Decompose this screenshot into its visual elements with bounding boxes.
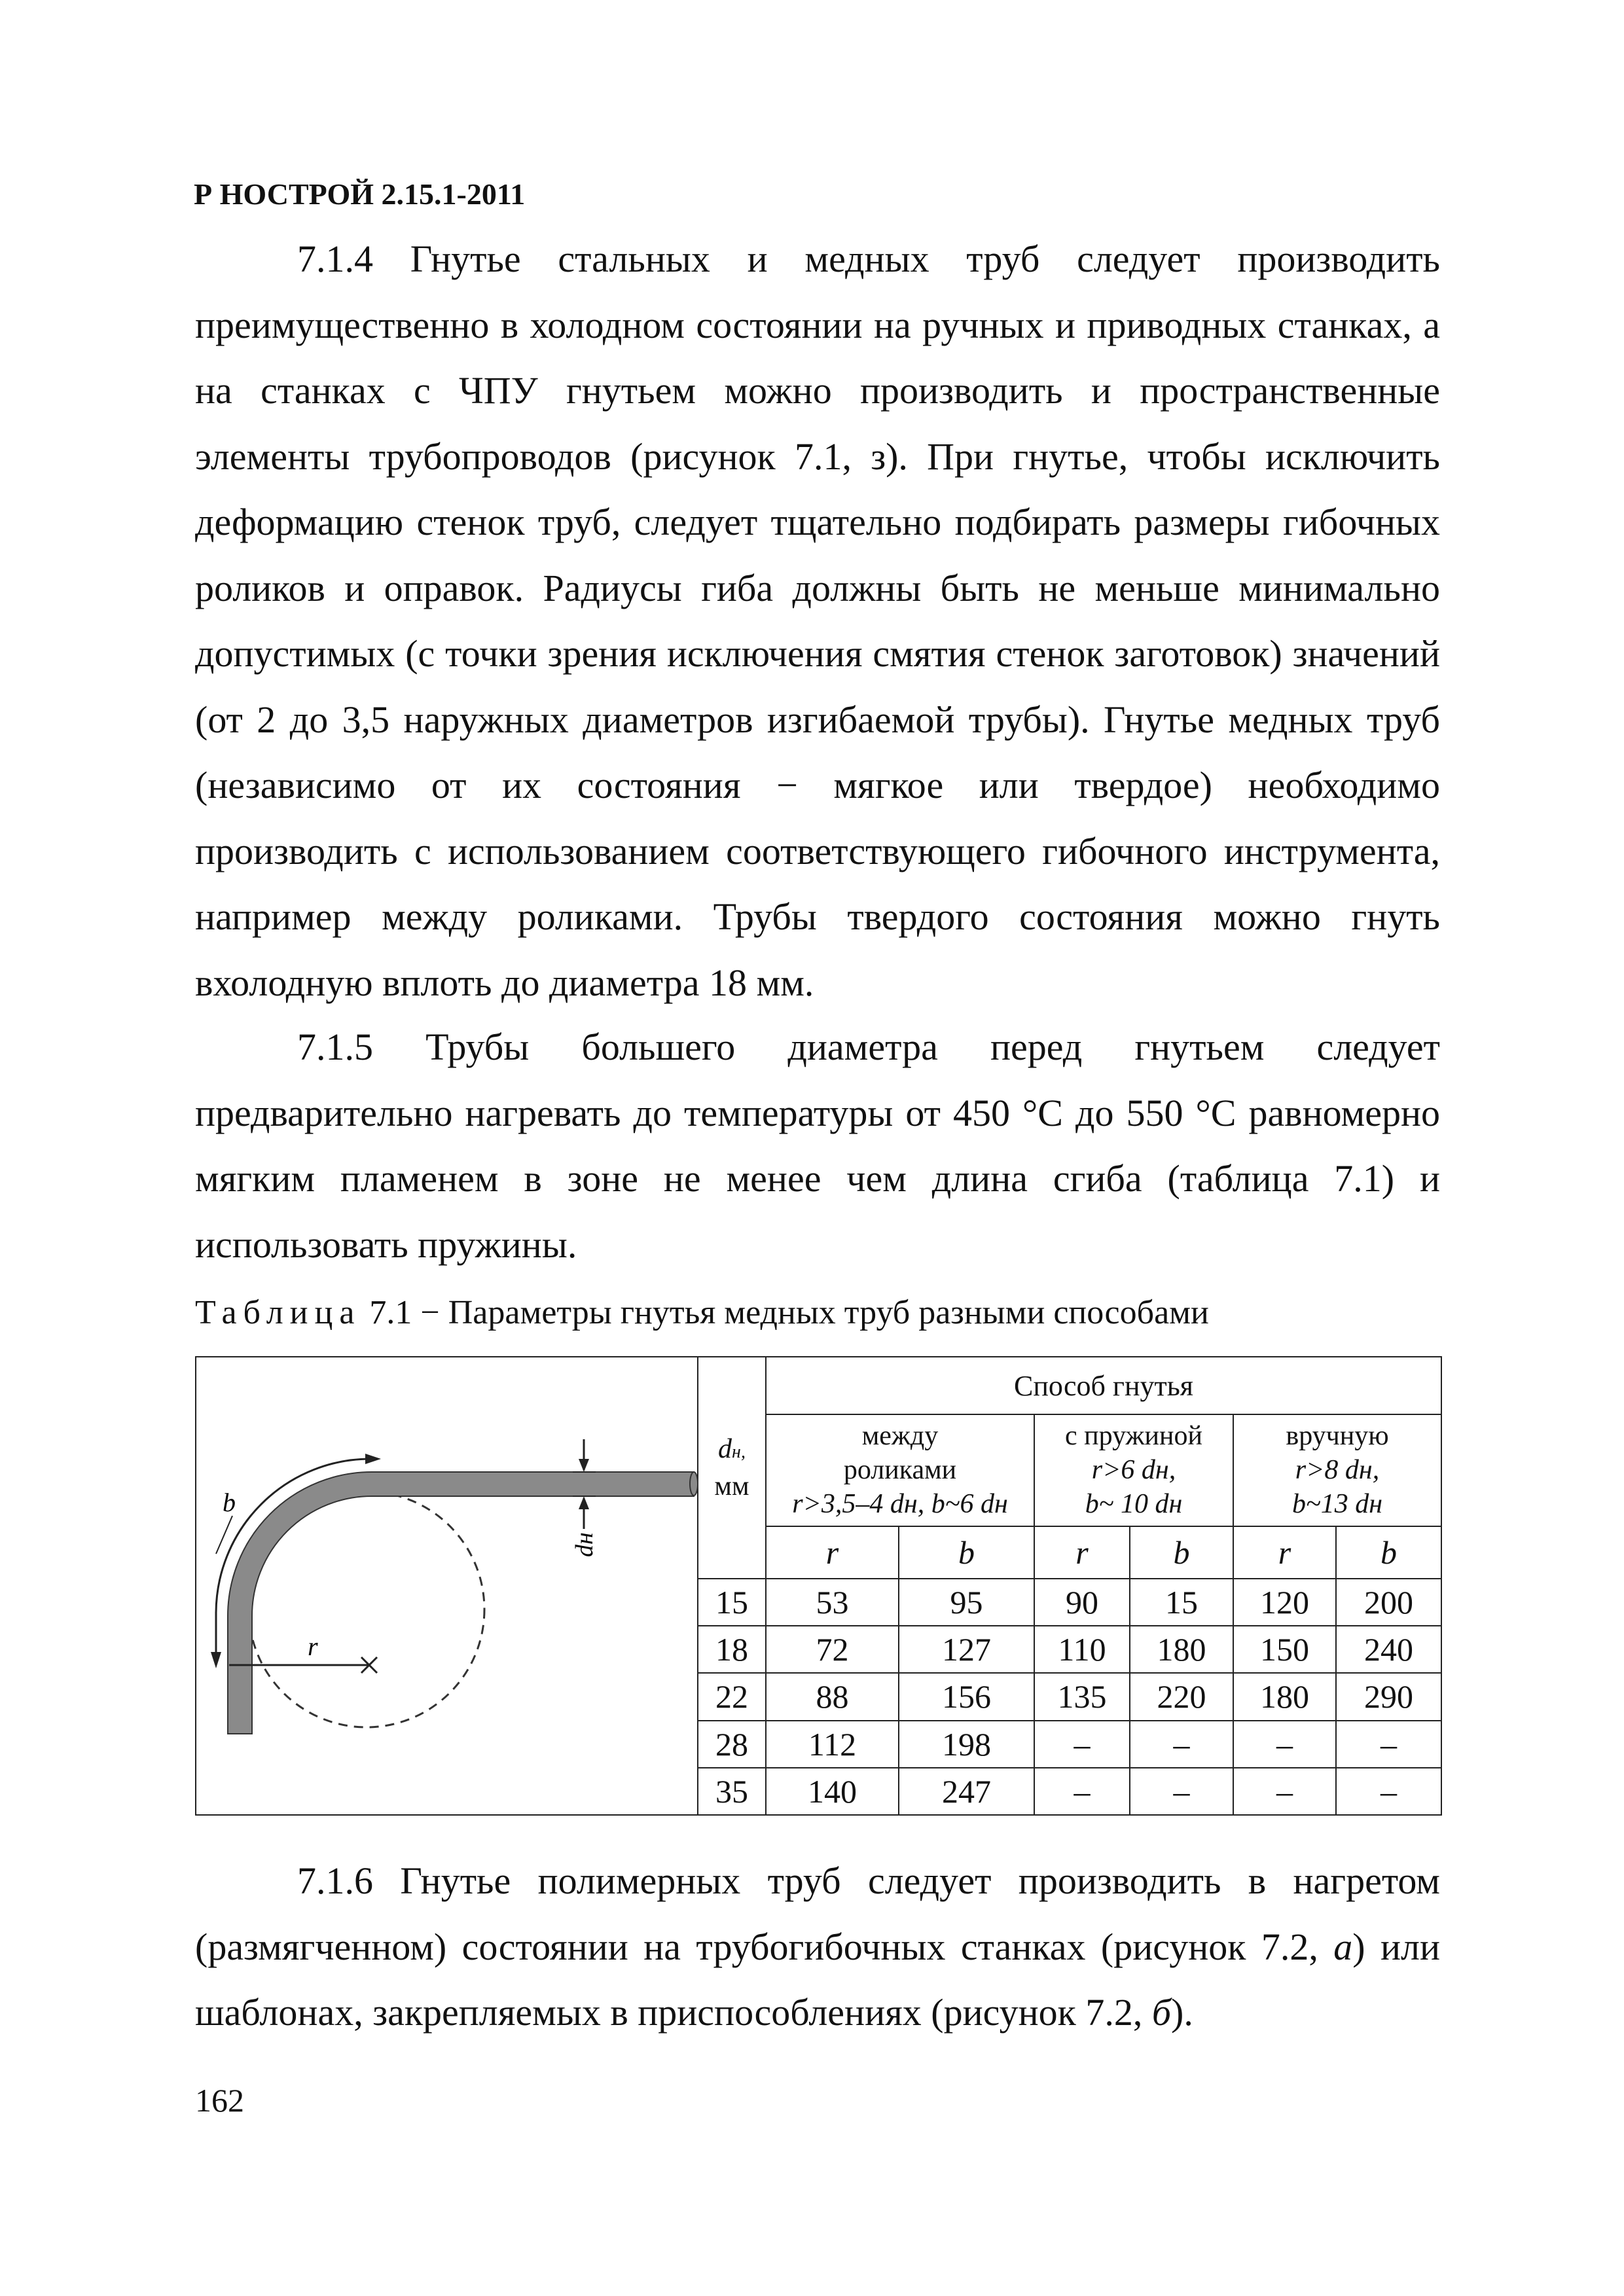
page-number: 162: [195, 2082, 244, 2119]
sub-r-1: r: [766, 1526, 899, 1579]
paragraph-7-1-5: 7.1.5 Трубы большего диаметра перед гнутьем следует предварительно нагревать до температуры от 450 °С до 550 °С равномерно мягким пламенем в зоне не менее чем длина сгиба (таблица 7.1) и использовать пружины.: [195, 1026, 1440, 1266]
sub-b-2: b: [1130, 1526, 1233, 1579]
sub-r-2: r: [1034, 1526, 1130, 1579]
sub-b-3: b: [1336, 1526, 1441, 1579]
sub-b-1: b: [899, 1526, 1034, 1579]
method-spring: с пружиной r>6 dн, b~ 10 dн: [1034, 1414, 1233, 1526]
method-manual: вручную r>8 dн, b~13 dн: [1233, 1414, 1441, 1526]
table-caption-label: Таблица: [195, 1294, 361, 1331]
pipe-shape: [228, 1472, 694, 1734]
label-dn: dн: [571, 1532, 598, 1557]
pipe-bend-diagram: [196, 1357, 698, 1814]
arrowhead-bottom: [211, 1652, 221, 1668]
paragraph-7-1-4: 7.1.4 Гнутье стальных и медных труб следует производить преимущественно в холодном состоянии на ручных и приводных станках, а на станках с ЧПУ гнутьем можно производить и пространственные элементы трубопроводов (рисунок 7.1, з). При гнутье, чтобы исключить деформацию стенок труб, следует тщательно подбирать размеры гибочных роликов и оправок. Радиусы гиба должны быть не меньше минимально допустимых (с точки зрения исключения смятия стенок заготовок) значений (от 2 до 3,5 наружных диаметров изгибаемой трубы). Гнутье медных труб (независимо от их состояния − мягкое или твердое) необходимо производить с использованием соответствующего гибочного инструмента, например между роликами. Трубы твердого состояния можно гнуть вхолодную вплоть до диаметра 18 мм.: [195, 238, 1440, 1004]
method-header: Способ гнутья: [766, 1357, 1441, 1414]
method-rollers: между роликами r>3,5–4 dн, b~6 dн: [766, 1414, 1034, 1526]
sub-r-3: r: [1233, 1526, 1336, 1579]
table-caption-text: 7.1 − Параметры гнутья медных труб разными способами: [361, 1294, 1209, 1331]
table-row: 35 140 247 – – – –: [196, 1768, 1441, 1815]
paragraph-7-1-6: 7.1.6 Гнутье полимерных труб следует производить в нагретом (размягченном) состоянии на трубогибочных станках (рисунок 7.2, а) или шаблонах, закрепляемых в приспособлениях (рисунок 7.2, б).: [195, 1859, 1440, 2034]
table-row: 28 112 198 – – – –: [196, 1721, 1441, 1768]
pipe-end: [690, 1472, 698, 1496]
du-header: dн, мм: [698, 1357, 766, 1579]
table-row: 22 88 156 135 220 180 290: [196, 1673, 1441, 1720]
table-row: 18 72 127 110 180 150 240: [196, 1626, 1441, 1673]
table-row: 15 53 95 90 15 120 200: [196, 1579, 1441, 1626]
label-r: r: [308, 1632, 318, 1661]
label-b: b: [223, 1488, 236, 1517]
pipe-bend-figure: [196, 1357, 698, 1815]
table-caption: [195, 1293, 1209, 1332]
document-code: Р НОСТРОЙ 2.15.1-2011: [194, 177, 526, 211]
table-7-1: [195, 1356, 1442, 1816]
arrowhead-right: [365, 1454, 381, 1464]
